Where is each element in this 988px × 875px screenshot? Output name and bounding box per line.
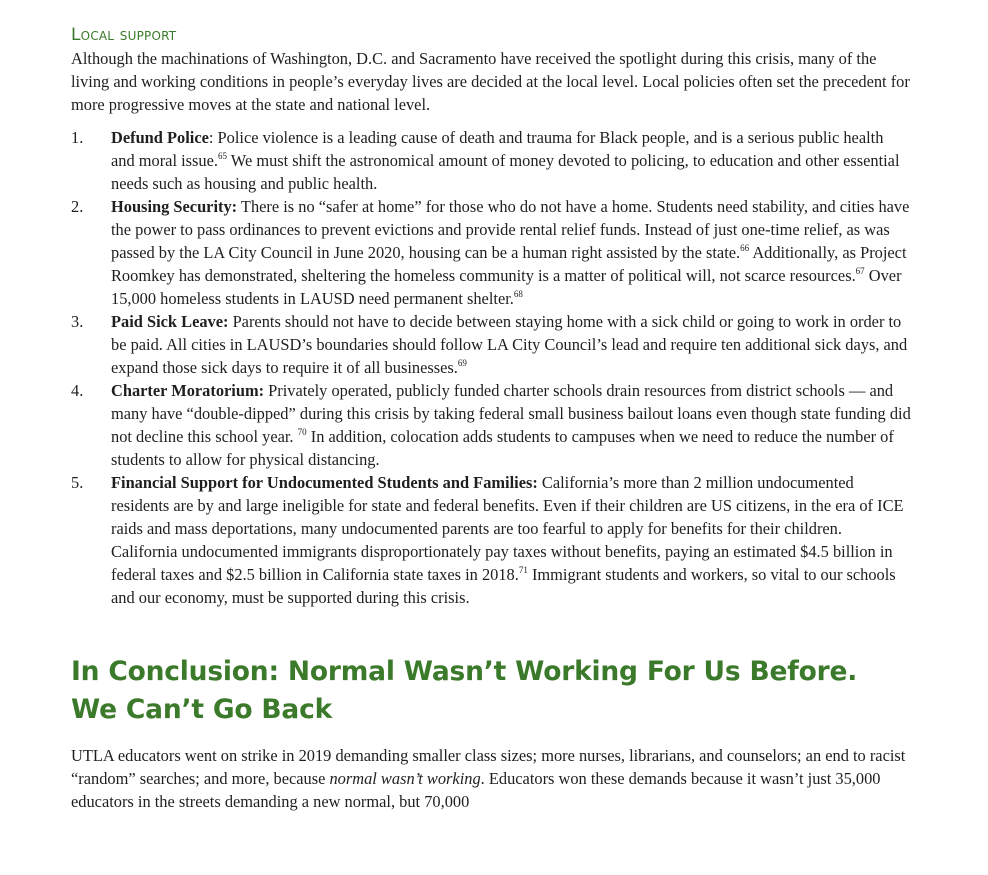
footnote-marker: 65: [217, 151, 227, 161]
intro-paragraph: Although the machinations of Washington, D.C. and Sacramento have received the spotlight during this crisis, many of the living and working conditions in people’s everyday lives are decided at the local level. Local policies often set the precedent for more progressive moves at the state and national level.: [71, 49, 910, 114]
footnote-marker: 68: [513, 289, 523, 299]
list-number: 3.: [71, 312, 84, 331]
section-heading: Local support: [71, 25, 177, 45]
policy-list: [71, 126, 911, 609]
list-item-body: [111, 381, 911, 469]
document-page: [71, 24, 911, 813]
text-run: Additionally, as Project Roomkey has demonstrated, sheltering the homeless community is a matter of political will, not scarce resources.: [111, 243, 907, 285]
text-run: We must shift the astronomical amount of money devoted to policing, to education and other essential needs such as housing and public health.: [111, 151, 900, 193]
list-number: 1.: [71, 128, 84, 147]
conclusion-heading: [71, 653, 911, 729]
list-item: [71, 379, 911, 471]
text-run: Over 15,000 homeless students in LAUSD need permanent shelter.: [111, 266, 902, 308]
list-number: 4.: [71, 381, 84, 400]
text-run: Parents should not have to decide between staying home with a sick child or going to work in order to be paid. All cities in LAUSD’s boundaries should follow LA City Council’s lead and require ten additional sick days, and expand those sick days to require it of all businesses.: [111, 312, 908, 377]
text-run: : Police violence is a leading cause of death and trauma for Black people, and is a serious public health and moral issue.: [111, 128, 884, 170]
footnote-marker: 67: [855, 266, 865, 276]
list-item-text: [111, 312, 907, 377]
list-item-term: Financial Support for Undocumented Students and Families:: [111, 473, 538, 492]
list-item-term: Paid Sick Leave:: [111, 312, 229, 331]
list-number: 5.: [71, 473, 84, 492]
list-item: [71, 471, 911, 609]
conclusion-text-start: UTLA educators went on strike in 2019 demanding smaller class sizes; more nurses, librarians, and counselors; an end to racist “random” searches; and more, because: [71, 746, 906, 788]
footnote-marker: 70: [297, 427, 307, 437]
conclusion-emphasis: normal wasn’t working: [329, 769, 481, 788]
list-item: [71, 126, 911, 195]
text-run: There is no “safer at home” for those who do not have a home. Students need stability, and cities have the power to pass ordinances to prevent evictions and provide rental relief funds. Instead of just one-time relief, as was passed by the LA City Council in June 2020, housing can be a human right assisted by the state.: [111, 197, 910, 262]
text-run: Privately operated, publicly funded charter schools drain resources from district schools — and many have “double-dipped” during this crisis by taking federal small business bailout loans even though state funding did not decline this school year.: [111, 381, 911, 446]
list-item-term: Housing Security:: [111, 197, 238, 216]
list-item-body: [111, 197, 909, 308]
list-item: [71, 195, 911, 310]
list-item-body: [111, 312, 907, 377]
footnote-marker: 71: [518, 565, 528, 575]
footnote-marker: 69: [457, 358, 467, 368]
list-item-text: [111, 473, 904, 607]
list-item-term: Defund Police: [111, 128, 209, 147]
conclusion-text-end: . Educators won these demands because it wasn’t just 35,000 educators in the streets demanding a new normal, but 70,000: [71, 769, 881, 811]
conclusion-paragraph: [71, 744, 911, 813]
list-item: [71, 310, 911, 379]
footnote-marker: 66: [740, 243, 750, 253]
conclusion-heading-line-2: We Can’t Go Back: [71, 694, 333, 725]
list-number: 2.: [71, 197, 84, 216]
conclusion-heading-line-1: In Conclusion: Normal Wasn’t Working For Us Before.: [71, 656, 858, 687]
list-item-text: [111, 128, 900, 193]
list-item-body: [111, 473, 904, 607]
list-item-term: Charter Moratorium:: [111, 381, 265, 400]
text-run: Immigrant students and workers, so vital to our schools and our economy, must be supported during this crisis.: [111, 565, 896, 607]
text-run: California’s more than 2 million undocumented residents are by and large ineligible for state and federal benefits. Even if their children are US citizens, in the era of ICE raids and mass deportations, many undocumented parents are too fearful to apply for benefits for their children. California undocumented immigrants disproportionately pay taxes without benefits, paying an estimated $4.5 billion in federal taxes and $2.5 billion in California state taxes in 2018.: [111, 473, 904, 584]
list-item-body: [111, 128, 900, 193]
text-run: In addition, colocation adds students to campuses when we need to reduce the number of students to allow for physical distancing.: [111, 427, 894, 469]
